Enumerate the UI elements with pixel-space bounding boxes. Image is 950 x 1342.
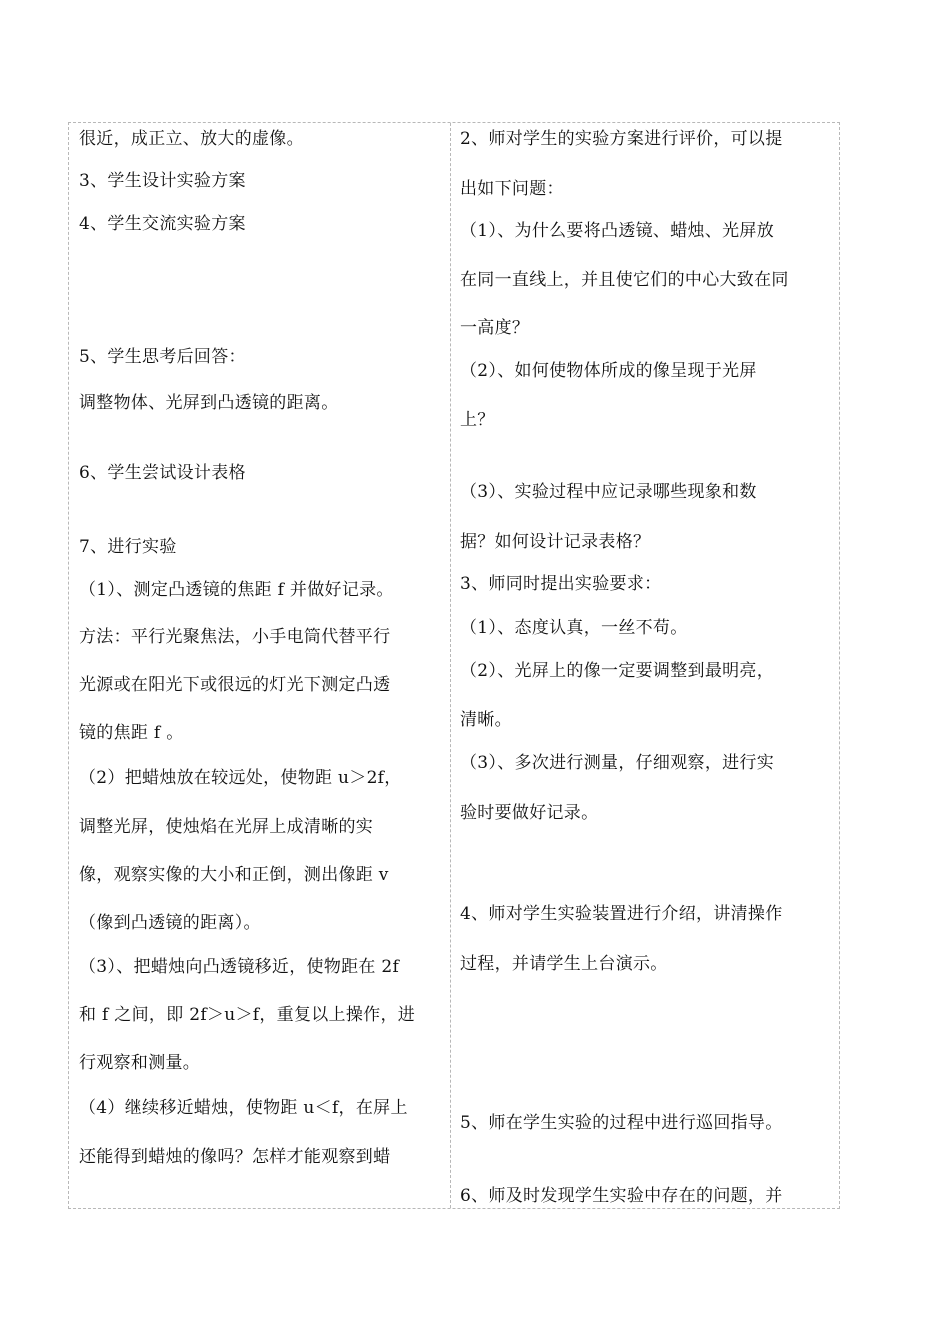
right-line: 4、师对学生实验装置进行介绍，讲清操作 bbox=[460, 904, 783, 924]
left-line: 和 f 之间，即 2f＞u＞f，重复以上操作，进 bbox=[79, 1005, 416, 1025]
left-line: 还能得到蜡烛的像吗？怎样才能观察到蜡 bbox=[79, 1147, 391, 1167]
right-line: 出如下问题： bbox=[460, 179, 564, 199]
left-line: 调整物体、光屏到凸透镜的距离。 bbox=[79, 393, 339, 413]
right-line: （3）、多次进行测量，仔细观察，进行实 bbox=[460, 753, 775, 773]
right-line: 在同一直线上，并且使它们的中心大致在同 bbox=[460, 270, 789, 290]
left-line: 6、学生尝试设计表格 bbox=[79, 463, 246, 483]
right-line: 上？ bbox=[460, 410, 495, 430]
left-line: （2）把蜡烛放在较远处，使物距 u＞2f， bbox=[79, 768, 402, 788]
left-line: （3）、把蜡烛向凸透镜移近，使物距在 2f bbox=[79, 957, 400, 977]
right-line: 一高度？ bbox=[460, 318, 530, 338]
right-line: 清晰。 bbox=[460, 710, 512, 730]
left-line: 像，观察实像的大小和正倒，测出像距 v bbox=[79, 865, 389, 885]
left-line: （1）、测定凸透镜的焦距 f 并做好记录。 bbox=[79, 580, 394, 600]
left-line: 5、学生思考后回答： bbox=[79, 347, 246, 367]
left-line: 行观察和测量。 bbox=[79, 1053, 201, 1073]
left-line: （4）继续移近蜡烛，使物距 u＜f，在屏上 bbox=[79, 1098, 408, 1118]
right-line: 验时要做好记录。 bbox=[460, 803, 599, 823]
right-line: 5、师在学生实验的过程中进行巡回指导。 bbox=[460, 1113, 783, 1133]
lesson-plan-table bbox=[68, 122, 840, 1209]
left-line: （像到凸透镜的距离）。 bbox=[79, 913, 261, 933]
student-activity-column bbox=[69, 123, 450, 1208]
right-line: （1）、为什么要将凸透镜、蜡烛、光屏放 bbox=[460, 221, 775, 241]
right-line: （3）、实验过程中应记录哪些现象和数 bbox=[460, 482, 757, 502]
right-line: 3、师同时提出实验要求： bbox=[460, 574, 662, 594]
left-line: 7、进行实验 bbox=[79, 537, 177, 557]
right-line: 过程，并请学生上台演示。 bbox=[460, 954, 668, 974]
left-line: 方法：平行光聚焦法，小手电筒代替平行 bbox=[79, 627, 391, 647]
left-line: 4、学生交流实验方案 bbox=[79, 214, 246, 234]
right-line: （2）、如何使物体所成的像呈现于光屏 bbox=[460, 361, 757, 381]
left-line: 很近，成正立、放大的虚像。 bbox=[79, 129, 304, 149]
left-line: 3、学生设计实验方案 bbox=[79, 171, 246, 191]
left-line: 调整光屏，使烛焰在光屏上成清晰的实 bbox=[79, 817, 374, 837]
left-line: 镜的焦距 f 。 bbox=[79, 723, 184, 743]
right-line: 6、师及时发现学生实验中存在的问题，并 bbox=[460, 1186, 783, 1206]
teacher-activity-column bbox=[451, 123, 840, 1208]
right-line: 2、师对学生的实验方案进行评价，可以提 bbox=[460, 129, 783, 149]
right-line: （2）、光屏上的像一定要调整到最明亮， bbox=[460, 661, 775, 681]
right-line: 据？如何设计记录表格？ bbox=[460, 532, 651, 552]
right-line: （1）、态度认真，一丝不苟。 bbox=[460, 618, 688, 638]
left-line: 光源或在阳光下或很远的灯光下测定凸透 bbox=[79, 675, 391, 695]
